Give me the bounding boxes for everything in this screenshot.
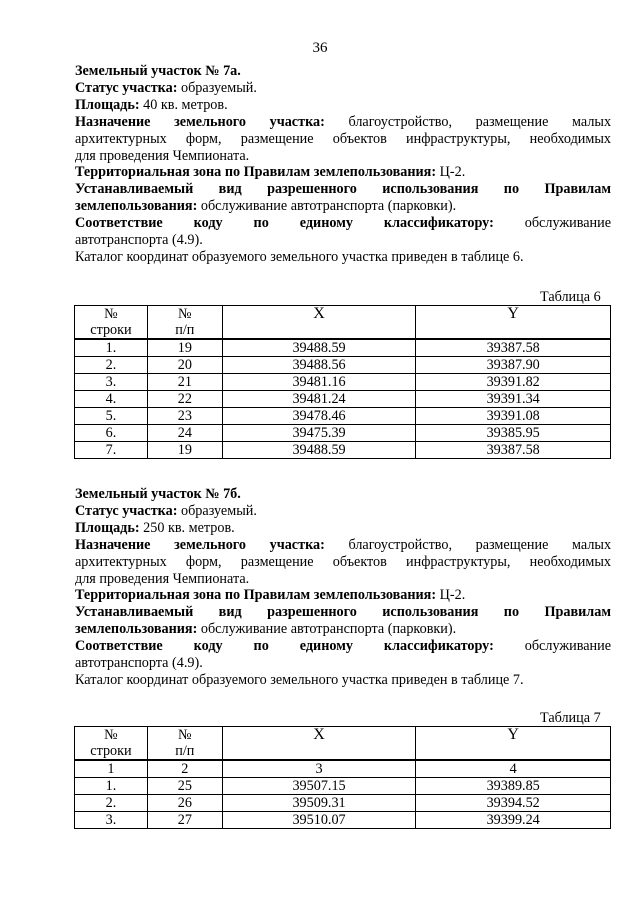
use-line-1: Устанавливаемый вид разрешенного использования по Правилам [75,604,612,621]
use-line-1: Устанавливаемый вид разрешенного использования по Правилам [75,181,612,198]
classifier-line-1: Соответствие коду по единому классификатору: обслуживание [75,215,612,232]
catalog-line: Каталог координат образуемого земельного участка приведен в таблице 6. [75,248,524,265]
classifier-line-2: автотранспорта (4.9). [75,232,203,249]
zone-line: Территориальная зона по Правилам землепользования: Ц-2. [75,587,466,604]
section-title: Земельный участок № 7б. [75,486,241,502]
purpose-line-2: архитектурных форм, размещение объектов инфраструктуры, необходимых [75,553,611,570]
column-number-row: 1 2 3 4 [75,760,611,778]
table-row: 4. 22 39481.24 39391.34 [75,391,611,408]
table-row: 5. 23 39478.46 39391.08 [75,408,611,425]
purpose-line-1: Назначение земельного участка: благоустройство, размещение малых [75,113,612,130]
coordinates-table-6 [74,305,611,459]
table-row: 2. 26 39509.31 39394.52 [75,795,611,812]
table-row: 2. 20 39488.56 39387.90 [75,357,611,374]
classifier-line-2: автотранспорта (4.9). [75,655,203,672]
table-row: 1. 19 39488.59 39387.58 [75,339,611,357]
header-y: Y [416,306,611,340]
purpose-line-2: архитектурных форм, размещение объектов инфраструктуры, необходимых [75,130,611,147]
status-line: Статус участка: образуемый. [75,502,257,519]
table-header-row [75,306,611,340]
zone-line: Территориальная зона по Правилам землепользования: Ц-2. [75,164,466,181]
header-y: Y [416,727,611,761]
table-row: 1. 25 39507.15 39389.85 [75,778,611,795]
table-row: 3. 21 39481.16 39391.82 [75,374,611,391]
page-number: 36 [312,40,328,56]
header-x: X [222,727,416,761]
land-plot-section-7b [75,486,611,689]
purpose-line-1: Назначение земельного участка: благоустройство, размещение малых [75,536,612,553]
use-line-2: землепользования: обслуживание автотранспорта (парковки). [75,198,457,215]
land-plot-section-7a [75,63,611,266]
section-title: Земельный участок № 7а. [75,63,241,79]
table-caption: Таблица 7 [540,710,601,726]
use-line-2: землепользования: обслуживание автотранспорта (парковки). [75,621,457,638]
table-header-row [75,727,611,761]
table-row: 6. 24 39475.39 39385.95 [75,425,611,442]
table-caption: Таблица 6 [540,289,601,305]
header-x: X [222,306,416,340]
purpose-line-3: для проведения Чемпионата. [75,570,250,587]
header-point-number: № п/п [147,306,222,340]
catalog-line: Каталог координат образуемого земельного участка приведен в таблице 7. [75,671,524,688]
table-row: 3. 27 39510.07 39399.24 [75,812,611,829]
header-row-number: № строки [75,306,148,340]
purpose-line-3: для проведения Чемпионата. [75,147,250,164]
classifier-line-1: Соответствие коду по единому классификатору: обслуживание [75,638,612,655]
table-row: 7. 19 39488.59 39387.58 [75,442,611,459]
coordinates-table-7 [74,726,611,829]
header-point-number: № п/п [147,727,222,761]
area-line: Площадь: 40 кв. метров. [75,96,228,113]
header-row-number: № строки [75,727,148,761]
area-line: Площадь: 250 кв. метров. [75,519,235,536]
status-line: Статус участка: образуемый. [75,79,257,96]
